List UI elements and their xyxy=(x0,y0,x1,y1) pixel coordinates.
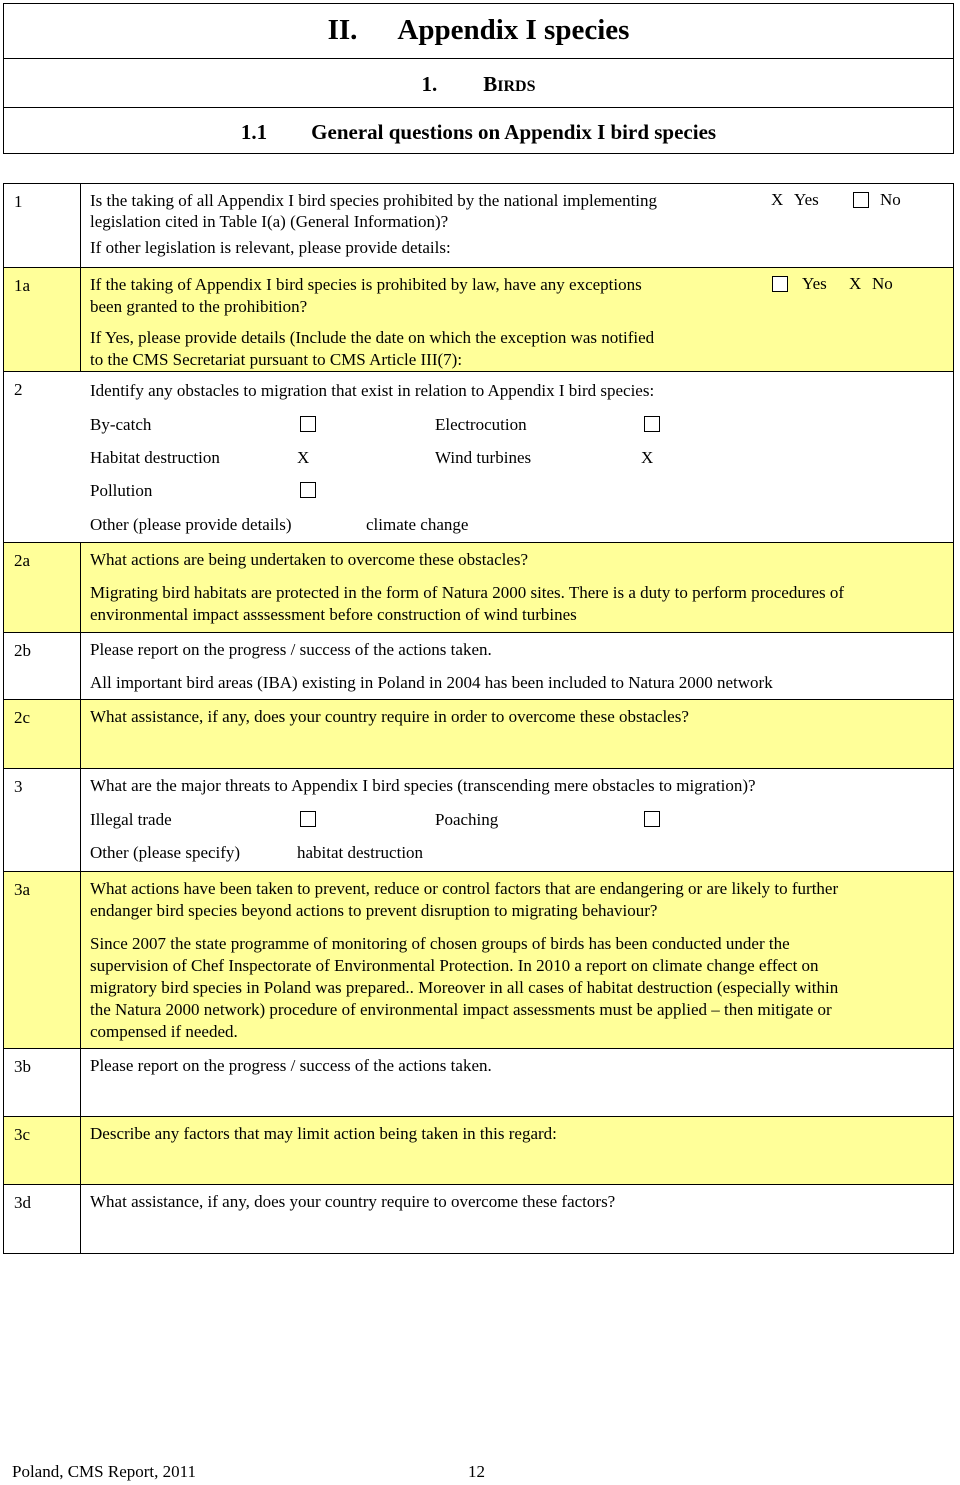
question-row-2c xyxy=(3,700,954,769)
wind-mark: X xyxy=(641,448,654,467)
footer-text: Poland, CMS Report, 2011 xyxy=(12,1462,197,1481)
question-text: What assistance, if any, does your country require in order to overcome these obstacles? xyxy=(90,707,689,726)
option-label: Pollution xyxy=(90,481,153,500)
question-text: What actions have been taken to prevent, reduce or control factors that are endangering or are likely to further xyxy=(90,879,839,898)
row-number: 2 xyxy=(14,380,23,399)
option-label: By-catch xyxy=(90,415,152,434)
other-value: climate change xyxy=(366,515,469,534)
illegal-trade-checkbox[interactable] xyxy=(300,811,316,827)
option-label: Electrocution xyxy=(435,415,527,434)
question-row-3a xyxy=(3,872,954,1049)
question-text: Please report on the progress / success of the actions taken. xyxy=(90,640,492,659)
page-number: 12 xyxy=(468,1462,485,1481)
electrocution-checkbox[interactable] xyxy=(644,416,660,432)
question-text: to the CMS Secretariat pursuant to CMS Article III(7): xyxy=(90,350,463,369)
question-text: If Yes, please provide details (Include the date on which the exception was notified xyxy=(90,328,655,347)
row-number: 1a xyxy=(14,276,31,295)
subsubsection-title: 1.1 General questions on Appendix I bird species xyxy=(240,120,717,144)
no-checkbox[interactable] xyxy=(853,192,869,208)
question-text: If the taking of Appendix I bird species is prohibited by law, have any exceptions xyxy=(90,275,642,294)
question-row-3d xyxy=(3,1185,954,1254)
section-title: II. Appendix I species xyxy=(327,14,630,46)
question-row-1 xyxy=(3,184,954,268)
poaching-checkbox[interactable] xyxy=(644,811,660,827)
answer-text: the Natura 2000 network) procedure of environmental impact assessments must be applied – then mitigate or xyxy=(90,1000,832,1019)
row-number: 2b xyxy=(14,641,31,660)
question-row-1a xyxy=(3,268,954,372)
question-text: endanger bird species beyond actions to prevent disruption to migrating behaviour? xyxy=(90,901,658,920)
option-label: Wind turbines xyxy=(435,448,532,467)
questions-table-2 xyxy=(3,768,954,1253)
option-label: Other (please specify) xyxy=(90,843,241,862)
row-number: 3c xyxy=(14,1125,31,1144)
option-label: Other (please provide details) xyxy=(90,515,292,534)
question-row-3 xyxy=(3,769,954,872)
subsection-title: 1. BIRDS xyxy=(421,72,536,96)
question-text: Is the taking of all Appendix I bird species prohibited by the national implementing xyxy=(90,191,658,210)
question-text: Describe any factors that may limit action being taken in this regard: xyxy=(90,1124,557,1143)
question-row-2b xyxy=(3,633,954,700)
answer-text: All important bird areas (IBA) existing in Poland in 2004 has been included to Natura 2000 network xyxy=(90,673,773,692)
question-text: If other legislation is relevant, please provide details: xyxy=(90,238,451,257)
yes-checkbox[interactable] xyxy=(772,276,788,292)
answer-text: Migrating bird habitats are protected in the form of Natura 2000 sites. There is a duty to perform procedures of xyxy=(90,583,845,602)
row-number: 2c xyxy=(14,708,31,727)
no-label: No xyxy=(880,190,901,209)
question-row-3c xyxy=(3,1117,954,1185)
option-label: Poaching xyxy=(435,810,499,829)
row-number: 3b xyxy=(14,1057,31,1076)
question-text: been granted to the prohibition? xyxy=(90,297,308,316)
answer-text: compensed if needed. xyxy=(90,1022,238,1041)
habitat-mark: X xyxy=(297,448,310,467)
section-header xyxy=(3,3,954,154)
questions-table-1 xyxy=(3,183,954,768)
question-row-2a xyxy=(3,543,954,633)
question-text: What assistance, if any, does your country require to overcome these factors? xyxy=(90,1192,616,1211)
no-label: No xyxy=(872,274,893,293)
question-text: What are the major threats to Appendix I bird species (transcending mere obstacles to migration)? xyxy=(90,776,756,795)
answer-text: migratory bird species in Poland was prepared.. Moreover in all cases of habitat destruction (especially within xyxy=(90,978,839,997)
option-label: Habitat destruction xyxy=(90,448,220,467)
answer-text: supervision of Chef Inspectorate of Environmental Protection. In 2010 a report on climate change effect on xyxy=(90,956,819,975)
row-number: 3a xyxy=(14,880,31,899)
answer-text: environmental impact asssessment before construction of wind turbines xyxy=(90,605,577,624)
question-text: Please report on the progress / success of the actions taken. xyxy=(90,1056,492,1075)
yes-mark: X xyxy=(771,190,784,209)
other-value: habitat destruction xyxy=(297,843,424,862)
bycatch-checkbox[interactable] xyxy=(300,416,316,432)
row-number: 3 xyxy=(14,777,23,796)
answer-text: Since 2007 the state programme of monitoring of chosen groups of birds has been conducted under the xyxy=(90,934,790,953)
pollution-checkbox[interactable] xyxy=(300,482,316,498)
question-text: What actions are being undertaken to overcome these obstacles? xyxy=(90,550,529,569)
question-text: Identify any obstacles to migration that exist in relation to Appendix I bird species: xyxy=(90,381,655,400)
row-number: 1 xyxy=(14,192,23,211)
option-label: Illegal trade xyxy=(90,810,172,829)
row-number: 3d xyxy=(14,1193,31,1212)
yes-label: Yes xyxy=(794,190,819,209)
no-mark: X xyxy=(849,274,862,293)
question-text: legislation cited in Table I(a) (General Information)? xyxy=(90,212,449,231)
row-number: 2a xyxy=(14,551,31,570)
yes-label: Yes xyxy=(802,274,827,293)
question-row-3b xyxy=(3,1049,954,1117)
question-row-2 xyxy=(3,372,954,543)
